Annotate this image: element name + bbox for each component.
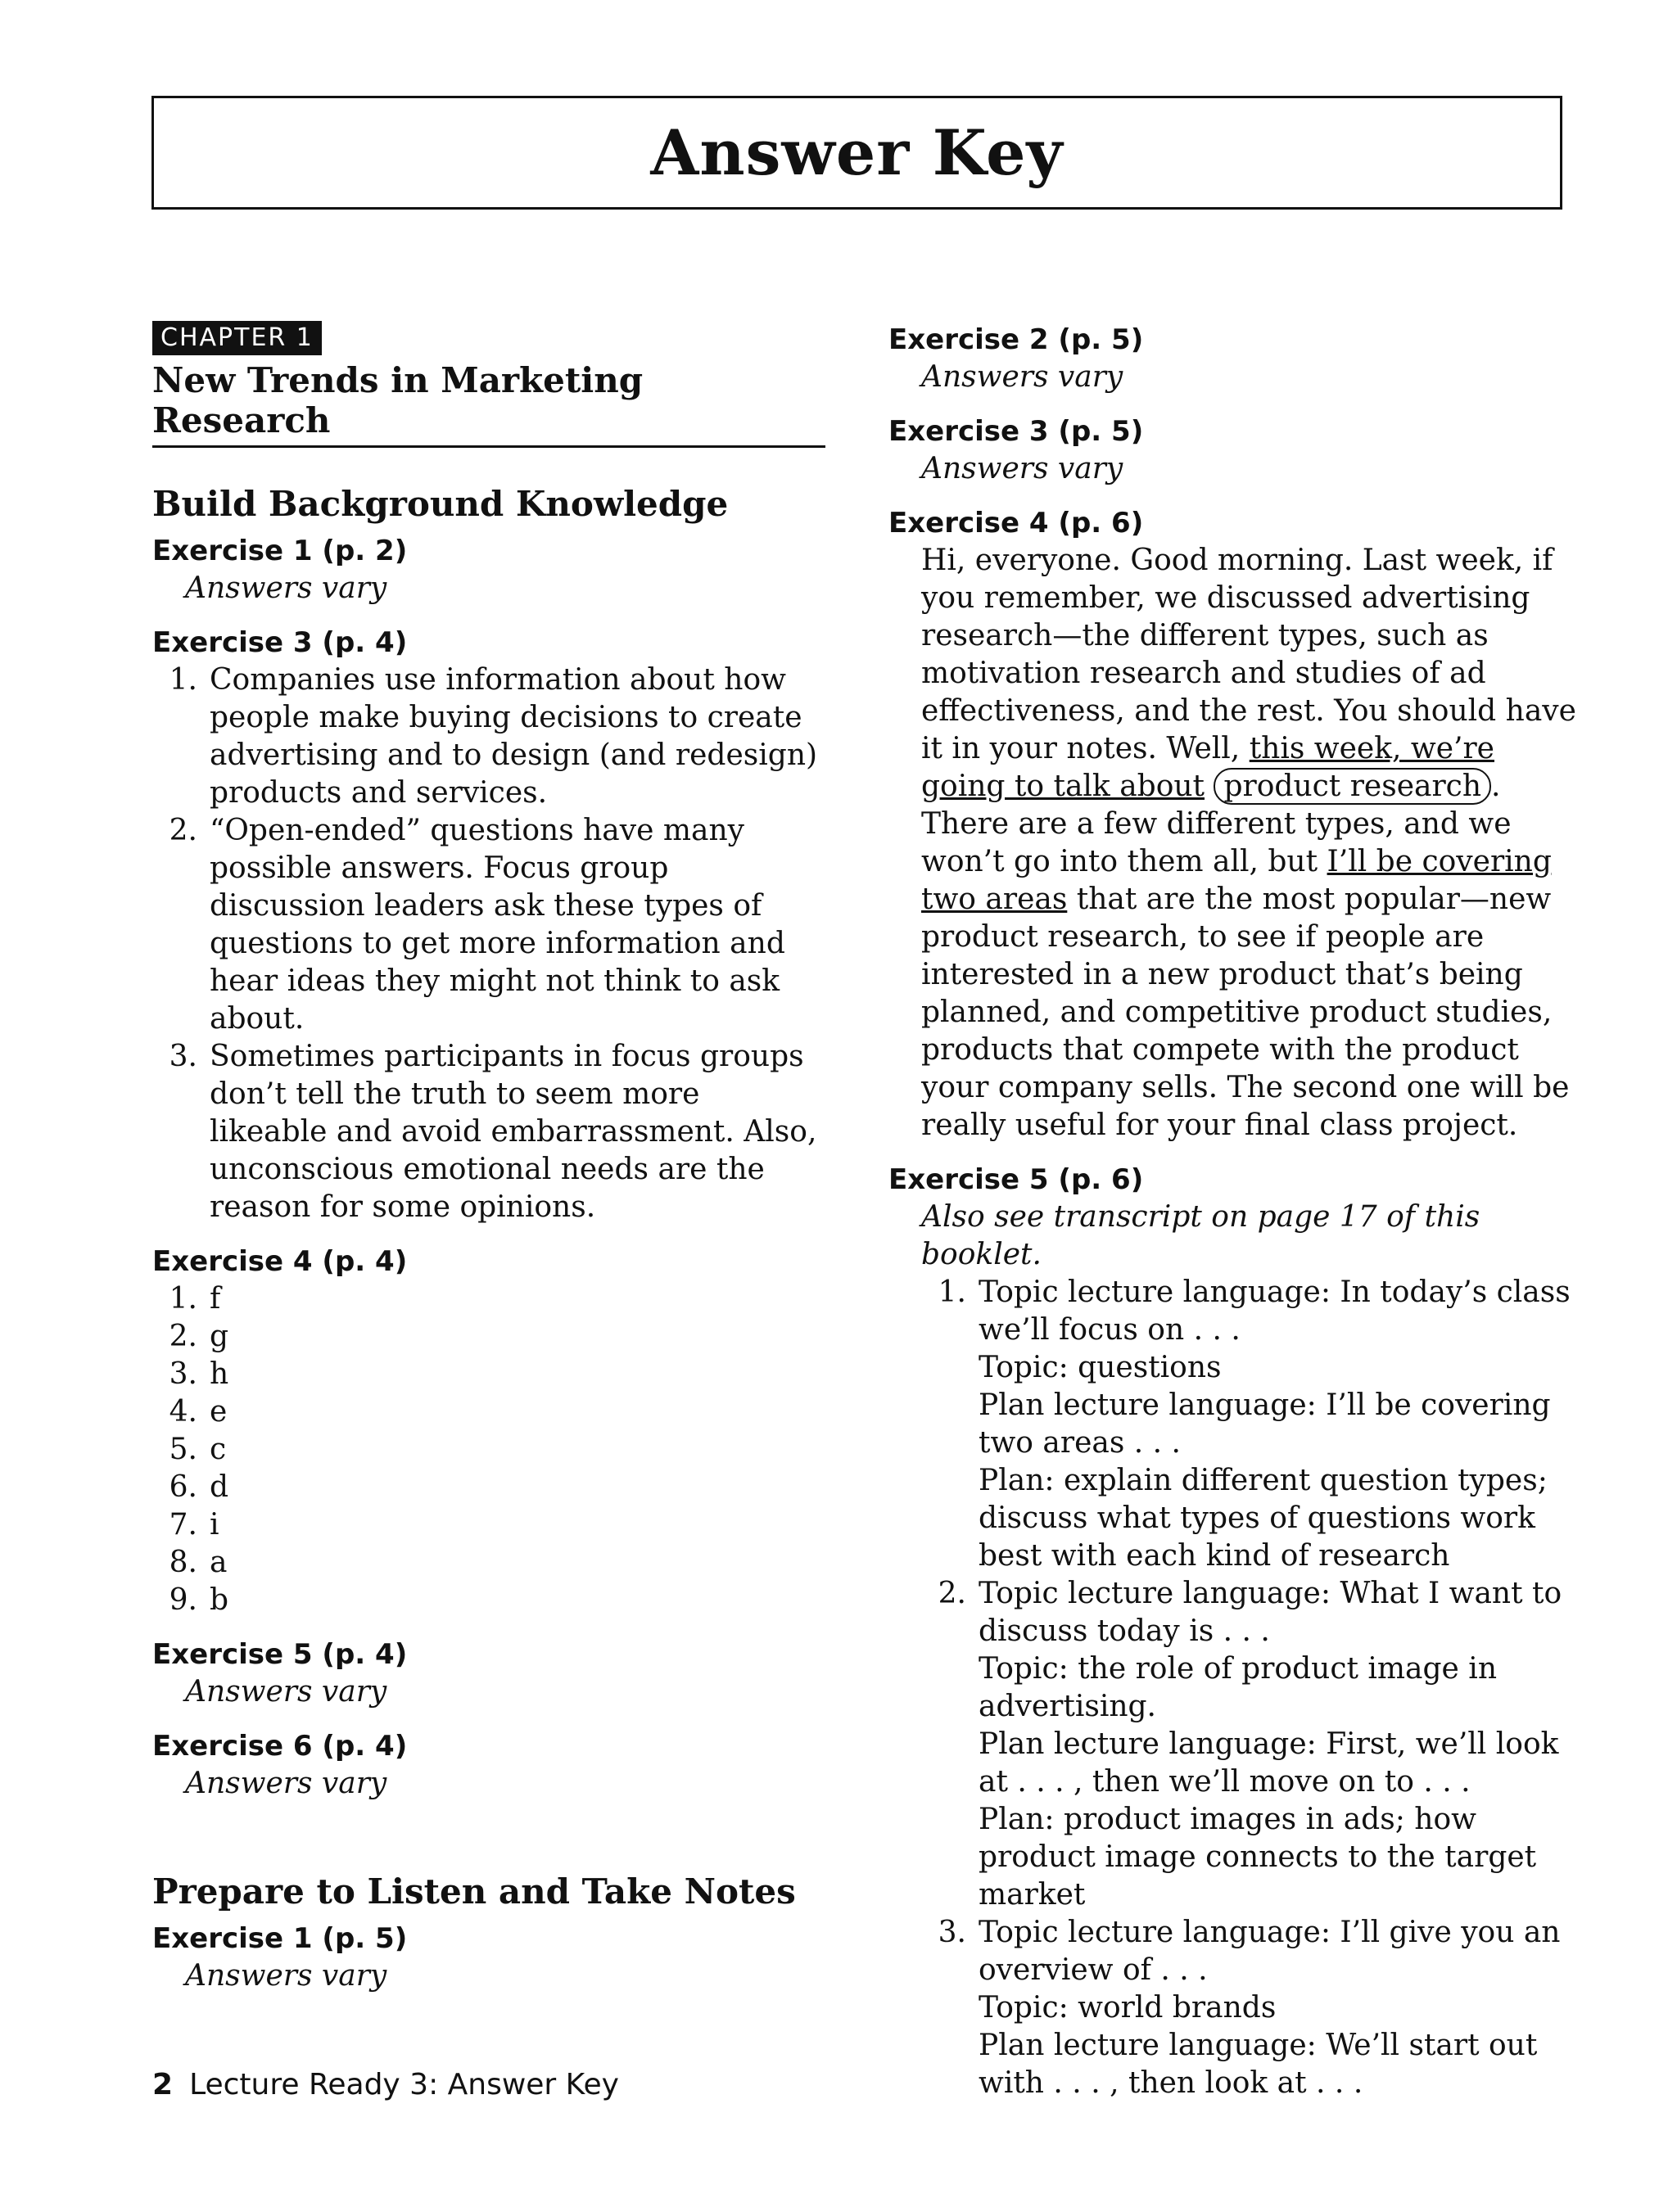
item-number: 9. — [169, 1583, 197, 1617]
list-item — [152, 1318, 825, 1356]
item-number: 2. — [938, 1577, 966, 1610]
exercise-note: Also see transcript on page 17 of this booklet. — [921, 1200, 1480, 1271]
item-text: a — [210, 1546, 228, 1579]
item-text: g — [210, 1320, 229, 1353]
answer-list — [888, 1274, 1576, 2102]
exercise-answer: Answers vary — [185, 571, 387, 605]
exercise-block — [152, 1920, 825, 1995]
exercise-block — [152, 1727, 825, 1803]
exercise-answer: Answers vary — [185, 1959, 387, 1993]
exercise-heading: Exercise 1 (p. 2) — [152, 535, 408, 567]
list-item — [152, 1431, 825, 1469]
exercise-heading: Exercise 5 (p. 4) — [152, 1638, 408, 1671]
chapter-title: New Trends in Marketing Research — [152, 360, 825, 448]
item-number: 1. — [169, 1282, 197, 1316]
exercise-answer: Answers vary — [921, 452, 1123, 485]
item-number: 7. — [169, 1508, 197, 1542]
item-line: Plan: explain different question types; discuss what types of questions work best with each kind of research — [979, 1464, 1548, 1573]
list-item — [152, 1582, 825, 1619]
item-text — [979, 1914, 1576, 2102]
exercise-heading: Exercise 6 (p. 4) — [152, 1730, 408, 1763]
circled-topic: product research — [1214, 768, 1491, 805]
transcript-space — [1205, 770, 1214, 803]
item-text: c — [210, 1433, 227, 1466]
item-text — [979, 1575, 1576, 1914]
exercise-heading: Exercise 1 (p. 5) — [152, 1922, 408, 1955]
exercise-block — [888, 413, 1576, 488]
item-text — [979, 1274, 1576, 1575]
exercise-heading: Exercise 5 (p. 6) — [888, 1163, 1144, 1196]
item-number: 1. — [169, 663, 197, 697]
item-text: Companies use information about how people make buying decisions to create advertising and to design (and redesign) products and services. — [210, 663, 818, 810]
exercise-heading: Exercise 4 (p. 4) — [152, 1245, 408, 1278]
exercise-block — [152, 1243, 825, 1619]
list-item — [921, 1274, 1576, 1575]
exercise-block — [888, 321, 1576, 396]
left-column — [152, 321, 825, 2011]
item-text: f — [210, 1282, 221, 1316]
item-number: 2. — [169, 1320, 197, 1353]
item-number: 3. — [169, 1357, 197, 1391]
exercise-block — [888, 504, 1576, 1144]
answer-list — [152, 661, 825, 1226]
item-number: 1. — [938, 1275, 966, 1309]
item-line: Topic lecture language: What I want to discuss today is . . . — [979, 1577, 1562, 1648]
item-text: h — [210, 1357, 229, 1391]
exercise-block — [152, 532, 825, 607]
exercise-heading: Exercise 4 (p. 6) — [888, 507, 1144, 539]
item-line: Plan lecture language: First, we’ll look at . . . , then we’ll move on to . . . — [979, 1727, 1559, 1799]
underlined-plan-phrase: I’ll be covering two areas — [921, 845, 1552, 916]
list-item — [152, 1393, 825, 1431]
page-footer — [152, 2068, 619, 2101]
answer-list — [152, 1280, 825, 1619]
footer-text: Lecture Ready 3: Answer Key — [189, 2068, 619, 2101]
section-heading-build-background: Build Background Knowledge — [152, 484, 729, 524]
chapter-tag: CHAPTER 1 — [152, 321, 322, 355]
underlined-topic-phrase: this week, we’re going to talk about — [921, 732, 1494, 803]
item-line: Topic lecture language: I’ll give you an overview of . . . — [979, 1916, 1561, 1987]
list-item — [152, 661, 825, 812]
exercise-block — [888, 1161, 1576, 2102]
list-item — [152, 1038, 825, 1226]
section-heading-prepare-to-listen: Prepare to Listen and Take Notes — [152, 1871, 796, 1912]
item-text: d — [210, 1470, 229, 1504]
item-text: e — [210, 1395, 228, 1429]
lecture-transcript — [888, 542, 1576, 1144]
exercise-heading: Exercise 2 (p. 5) — [888, 323, 1144, 356]
list-item — [152, 1280, 825, 1318]
list-item — [152, 1506, 825, 1544]
list-item — [921, 1575, 1576, 1914]
page-number: 2 — [152, 2068, 174, 2101]
title-box — [151, 96, 1562, 210]
item-number: 3. — [169, 1040, 197, 1073]
list-item — [152, 1469, 825, 1506]
item-line: Plan: product images in ads; how product image connects to the target market — [979, 1803, 1537, 1912]
transcript-text: that are the most popular—new product research, to see if people are interested in a new product that’s being planned, and competitive product studies, products that compete with the product your company sells. The second one will be really useful for your final class project. — [921, 883, 1570, 1142]
exercise-heading: Exercise 3 (p. 5) — [888, 415, 1144, 448]
exercise-heading: Exercise 3 (p. 4) — [152, 626, 408, 659]
exercise-block — [152, 624, 825, 1226]
transcript-text: Hi, everyone. Good morning. Last week, if you remember, we discussed advertising research—the different types, such as motivation research and studies of ad effectiveness, and the rest. You should have it in your notes. Well, — [921, 544, 1576, 765]
exercise-answer: Answers vary — [185, 1767, 387, 1800]
item-text: i — [210, 1508, 219, 1542]
item-number: 8. — [169, 1546, 197, 1579]
item-line: Plan lecture language: I’ll be covering two areas . . . — [979, 1388, 1551, 1460]
page-title: Answer Key — [650, 116, 1064, 189]
list-item — [921, 1914, 1576, 2102]
exercise-answer: Answers vary — [185, 1675, 387, 1709]
item-line: Topic lecture language: In today’s class we’ll focus on . . . — [979, 1275, 1571, 1347]
list-item — [152, 812, 825, 1038]
exercise-block — [152, 1636, 825, 1711]
list-item — [152, 1544, 825, 1582]
item-number: 5. — [169, 1433, 197, 1466]
item-text: b — [210, 1583, 229, 1617]
item-line: Plan lecture language: We’ll start out with . . . , then look at . . . — [979, 2029, 1538, 2100]
item-number: 2. — [169, 814, 197, 847]
exercise-answer: Answers vary — [921, 360, 1123, 394]
item-text: “Open-ended” questions have many possible answers. Focus group discussion leaders ask these types of questions to get more information and hear ideas they might not think to ask about. — [210, 814, 785, 1036]
transcript-text: . There are a few different types, and we won’t go into them all, but — [921, 770, 1512, 878]
right-column — [888, 321, 1576, 2119]
item-line: Topic: world brands — [979, 1991, 1277, 2025]
item-text: Sometimes participants in focus groups don’t tell the truth to seem more likeable and avoid embarrassment. Also, unconscious emotional needs are the reason for some opinions. — [210, 1040, 817, 1224]
item-line: Topic: the role of product image in advertising. — [979, 1652, 1498, 1723]
item-number: 6. — [169, 1470, 197, 1504]
list-item — [152, 1356, 825, 1393]
item-line: Topic: questions — [979, 1351, 1222, 1384]
item-number: 3. — [938, 1916, 966, 1949]
item-number: 4. — [169, 1395, 197, 1429]
